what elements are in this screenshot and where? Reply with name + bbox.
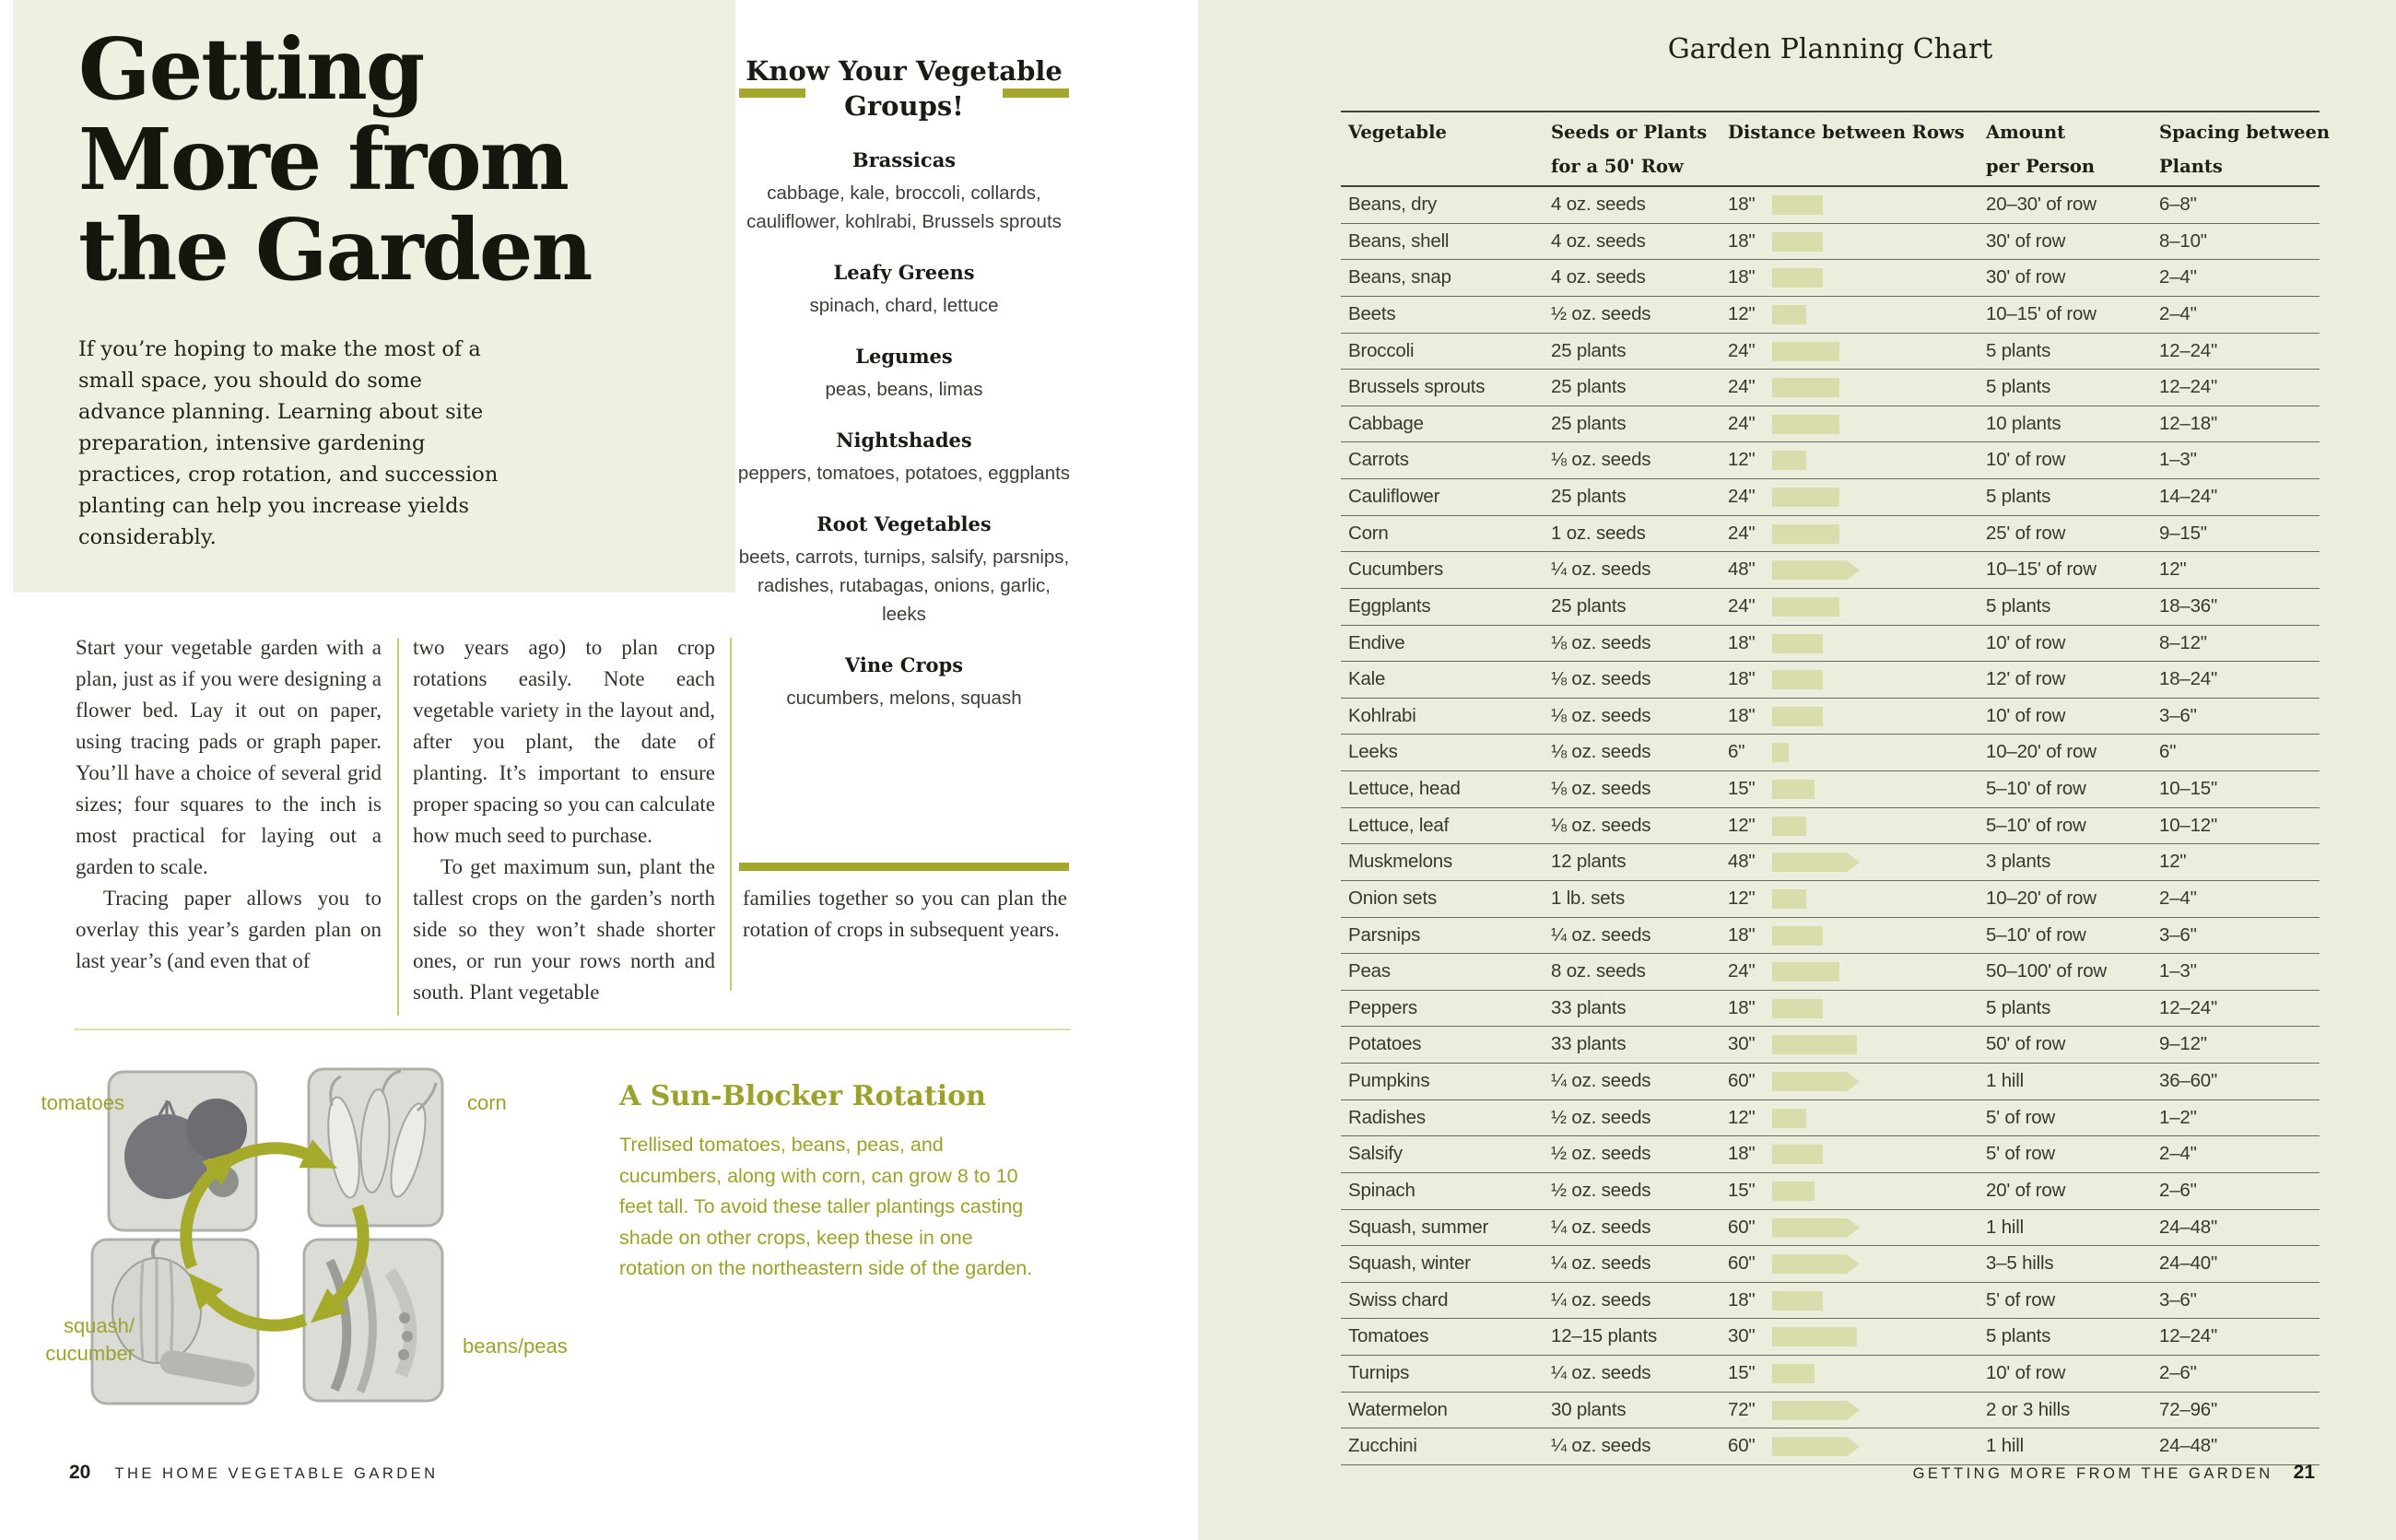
table-cell: 72–96" xyxy=(2159,1398,2218,1420)
sidebar-title: Know Your Vegetable Groups! xyxy=(746,55,1063,122)
distance-bar xyxy=(1772,707,1823,726)
table-cell: 18" xyxy=(1728,1143,1756,1165)
table-cell: 4 oz. seeds xyxy=(1551,266,1646,288)
table-cell: Muskmelons xyxy=(1348,851,1453,873)
table-cell: ¼ oz. seeds xyxy=(1551,1216,1651,1238)
table-row xyxy=(1341,1428,2320,1465)
distance-bar xyxy=(1772,597,1839,617)
sun-blocker-text: Trellised tomatoes, beans, peas, and cucumbers, along with corn, can grow 8 to 10 feet tall. To avoid these taller plantings casting shade on other crops, keep these in one rotation on the northeastern side of the garden. xyxy=(619,1134,1033,1279)
table-cell: 18" xyxy=(1728,704,1756,726)
table-cell: 1–3" xyxy=(2159,960,2197,982)
table-cell: 24" xyxy=(1728,522,1756,544)
tomatoes-illustration xyxy=(109,1072,256,1230)
distance-bar xyxy=(1772,889,1806,909)
table-cell: 14–24" xyxy=(2159,486,2218,507)
vegetable-groups-sidebar xyxy=(737,53,1071,712)
table-cell: Radishes xyxy=(1348,1106,1426,1128)
column-divider xyxy=(730,638,732,991)
table-cell: 50' of row xyxy=(1986,1033,2066,1055)
distance-bar xyxy=(1772,1401,1860,1420)
distance-bar xyxy=(1772,780,1815,799)
group-name: Brassicas xyxy=(852,148,957,171)
table-row xyxy=(1341,297,2320,334)
table-cell: Beans, snap xyxy=(1348,266,1451,288)
table-row xyxy=(1341,1027,2320,1064)
table-row xyxy=(1341,626,2320,663)
body-column-2 xyxy=(413,632,715,1008)
table-cell: 10–20' of row xyxy=(1986,741,2096,763)
table-cell: 5 plants xyxy=(1986,996,2051,1018)
table-cell: 60" xyxy=(1728,1070,1756,1091)
table-cell: 1 hill xyxy=(1986,1070,2024,1091)
table-cell: 3–6" xyxy=(2159,923,2197,946)
table-cell: 2–6" xyxy=(2159,1362,2197,1383)
table-cell: 18" xyxy=(1728,923,1756,946)
table-cell: 12" xyxy=(1728,887,1756,909)
body-paragraph: Tracing paper allows you to overlay this year’s garden plan on last year’s (and even that of xyxy=(76,887,382,972)
distance-bar xyxy=(1772,999,1823,1018)
distance-bar xyxy=(1772,634,1823,653)
table-cell: Endive xyxy=(1348,631,1405,653)
table-row xyxy=(1341,1100,2320,1137)
table-cell: 5–10' of row xyxy=(1986,778,2086,799)
table-cell: 8 oz. seeds xyxy=(1551,960,1646,982)
table-cell: 5' of row xyxy=(1986,1143,2056,1165)
chart-rows xyxy=(1341,187,2320,1465)
table-cell: 9–12" xyxy=(2159,1033,2207,1055)
table-cell: ¼ oz. seeds xyxy=(1551,1070,1651,1091)
table-cell: 60" xyxy=(1728,1216,1756,1238)
table-cell: ⅛ oz. seeds xyxy=(1551,814,1651,836)
distance-bar xyxy=(1772,1364,1815,1383)
table-cell: 15" xyxy=(1728,1179,1756,1201)
rotation-label-beans-peas: beans/peas xyxy=(463,1334,568,1358)
table-cell: Lettuce, head xyxy=(1348,778,1461,799)
table-cell: Parsnips xyxy=(1348,923,1421,946)
table-row xyxy=(1341,260,2320,297)
table-cell: 9–15" xyxy=(2159,522,2207,544)
table-cell: 1 hill xyxy=(1986,1435,2024,1457)
table-cell: 5–10' of row xyxy=(1986,923,2086,946)
table-row xyxy=(1341,1173,2320,1210)
table-cell: Broccoli xyxy=(1348,339,1415,361)
group-items: beets, carrots, turnips, salsify, parsnips, radishes, rutabagas, onions, garlic, leeks xyxy=(738,547,1070,625)
table-cell: Corn xyxy=(1348,522,1389,544)
table-cell: 10' of row xyxy=(1986,704,2066,726)
table-cell: 12–24" xyxy=(2159,339,2218,361)
body-column-3 xyxy=(743,883,1067,946)
table-cell: Pumpkins xyxy=(1348,1070,1430,1091)
table-cell: 12–24" xyxy=(2159,376,2218,398)
table-row xyxy=(1341,771,2320,808)
table-cell: 60" xyxy=(1728,1435,1756,1457)
distance-bar xyxy=(1772,1145,1823,1164)
distance-bar xyxy=(1772,1035,1857,1054)
distance-bar xyxy=(1772,1291,1823,1311)
distance-bar xyxy=(1772,1254,1860,1274)
table-cell: Brussels sprouts xyxy=(1348,376,1486,398)
table-cell: Swiss chard xyxy=(1348,1288,1449,1311)
table-cell: 15" xyxy=(1728,778,1756,799)
page-number: 21 xyxy=(2293,1462,2315,1483)
table-row xyxy=(1341,918,2320,955)
table-cell: 12" xyxy=(1728,1106,1756,1128)
table-cell: 20–30' of row xyxy=(1986,194,2096,215)
table-cell: 2–4" xyxy=(2159,1143,2197,1165)
table-cell: 24–48" xyxy=(2159,1435,2218,1457)
corn-illustration xyxy=(309,1069,442,1226)
page-number: 20 xyxy=(69,1462,91,1483)
table-cell: 50–100' of row xyxy=(1986,960,2108,982)
table-cell: Potatoes xyxy=(1348,1033,1422,1055)
table-cell: 10 plants xyxy=(1986,412,2061,434)
table-cell: ½ oz. seeds xyxy=(1551,1179,1651,1201)
distance-bar xyxy=(1772,852,1860,872)
distance-bar xyxy=(1772,743,1789,762)
distance-bar xyxy=(1772,1181,1815,1201)
table-cell: 24" xyxy=(1728,960,1756,982)
table-cell: ⅛ oz. seeds xyxy=(1551,778,1651,799)
table-row xyxy=(1341,442,2320,479)
table-cell: ⅛ oz. seeds xyxy=(1551,741,1651,763)
table-row xyxy=(1341,1064,2320,1100)
chart-header: Vegetable Seeds or Plants for a 50' Row Distance between Rows Amount per Person Spacing between Plants xyxy=(1341,111,2320,187)
group-name: Leafy Greens xyxy=(833,261,975,284)
table-row xyxy=(1341,1356,2320,1393)
table-cell: ⅛ oz. seeds xyxy=(1551,449,1651,471)
table-cell: 6" xyxy=(1728,741,1745,763)
table-row xyxy=(1341,224,2320,261)
section-divider-line xyxy=(74,1029,1071,1030)
table-row xyxy=(1341,991,2320,1028)
table-cell: 3–6" xyxy=(2159,704,2197,726)
table-cell: Leeks xyxy=(1348,741,1398,763)
table-cell: 12–18" xyxy=(2159,412,2218,434)
table-row xyxy=(1341,552,2320,589)
table-cell: 25' of row xyxy=(1986,522,2066,544)
table-cell: 12" xyxy=(1728,814,1756,836)
table-cell: 1–3" xyxy=(2159,449,2197,471)
rotation-label-corn: corn xyxy=(467,1091,507,1114)
table-cell: 10' of row xyxy=(1986,449,2066,471)
table-cell: 20' of row xyxy=(1986,1179,2066,1201)
intro-paragraph: If you’re hoping to make the most of a small space, you should do some advance planning. Learning about site preparation, intensive gardening practices, crop rotation, and succession planting can help you increase yields considerably. xyxy=(78,337,499,549)
group-name: Vine Crops xyxy=(844,653,964,676)
table-cell: Squash, summer xyxy=(1348,1216,1489,1238)
distance-bar xyxy=(1772,1437,1860,1456)
table-row xyxy=(1341,1319,2320,1356)
rotation-label-tomatoes: tomatoes xyxy=(41,1091,124,1114)
table-cell: 6" xyxy=(2159,741,2177,763)
table-cell: ¼ oz. seeds xyxy=(1551,1288,1651,1311)
table-cell: 18–36" xyxy=(2159,594,2218,617)
table-cell: 2–6" xyxy=(2159,1179,2197,1201)
footer-left xyxy=(69,1462,439,1484)
body-column-1 xyxy=(76,632,382,977)
table-cell: Beets xyxy=(1348,302,1396,324)
table-cell: Spinach xyxy=(1348,1179,1415,1201)
distance-bar xyxy=(1772,1072,1860,1091)
table-cell: ¼ oz. seeds xyxy=(1551,1252,1651,1275)
table-cell: 60" xyxy=(1728,1252,1756,1275)
table-cell: 2–4" xyxy=(2159,266,2197,288)
table-cell: 5 plants xyxy=(1986,594,2051,617)
table-cell: 33 plants xyxy=(1551,996,1627,1018)
body-paragraph: two years ago) to plan crop rotations easily. Note each vegetable variety in the layout and, after you plant, the date of planting. It’s important to ensure proper spacing so you can calculate how much seed to purchase. xyxy=(413,636,715,847)
table-cell: ¼ oz. seeds xyxy=(1551,1435,1651,1457)
beans-peas-illustration xyxy=(304,1240,442,1401)
table-cell: 48" xyxy=(1728,558,1756,581)
table-cell: Zucchini xyxy=(1348,1435,1417,1457)
table-cell: 25 plants xyxy=(1551,412,1627,434)
table-cell: 4 oz. seeds xyxy=(1551,229,1646,252)
distance-bar xyxy=(1772,451,1806,470)
distance-bar xyxy=(1772,342,1839,361)
distance-bar xyxy=(1772,1327,1857,1346)
table-row xyxy=(1341,808,2320,845)
table-row xyxy=(1341,662,2320,699)
table-cell: 24" xyxy=(1728,594,1756,617)
column-divider xyxy=(397,638,399,1016)
table-cell: 12–24" xyxy=(2159,996,2218,1018)
distance-bar xyxy=(1772,962,1839,982)
table-row xyxy=(1341,516,2320,553)
table-cell: 2–4" xyxy=(2159,302,2197,324)
distance-bar xyxy=(1772,232,1823,252)
table-cell: 48" xyxy=(1728,851,1756,873)
table-cell: 2 or 3 hills xyxy=(1986,1398,2071,1420)
table-cell: 5–10' of row xyxy=(1986,814,2086,836)
table-cell: Turnips xyxy=(1348,1362,1410,1383)
group-items: peppers, tomatoes, potatoes, eggplants xyxy=(737,463,1071,484)
table-cell: 18" xyxy=(1728,668,1756,690)
group-items: spinach, chard, lettuce xyxy=(809,295,999,316)
table-row xyxy=(1341,406,2320,443)
table-cell: Kale xyxy=(1348,668,1386,690)
sun-blocker-heading: A Sun-Blocker Rotation xyxy=(619,1080,986,1112)
running-footer-text: THE HOME VEGETABLE GARDEN xyxy=(114,1465,439,1482)
table-cell: ⅛ oz. seeds xyxy=(1551,704,1651,726)
table-cell: 10' of row xyxy=(1986,1362,2066,1383)
distance-bar xyxy=(1772,560,1860,580)
table-cell: ¼ oz. seeds xyxy=(1551,558,1651,581)
body-paragraph: Start your vegetable garden with a plan, just as if you were designing a flower bed. Lay it out on paper, using tracing pads or graph paper. You’ll have a choice of several grid sizes; four squares to the inch is most practical for laying out a garden to scale. xyxy=(76,636,382,878)
table-cell: Watermelon xyxy=(1348,1398,1448,1420)
table-cell: 12 plants xyxy=(1551,851,1627,873)
chart-title: Garden Planning Chart xyxy=(1667,33,1993,65)
table-cell: ⅛ oz. seeds xyxy=(1551,631,1651,653)
table-cell: 10–20' of row xyxy=(1986,887,2096,909)
distance-bar xyxy=(1772,524,1839,544)
table-cell: Peppers xyxy=(1348,996,1417,1018)
table-cell: 24" xyxy=(1728,339,1756,361)
table-cell: 30' of row xyxy=(1986,229,2066,252)
distance-bar xyxy=(1772,1109,1806,1128)
table-cell: 3–5 hills xyxy=(1986,1252,2054,1275)
table-cell: 5' of row xyxy=(1986,1106,2056,1128)
table-cell: Cauliflower xyxy=(1348,486,1440,507)
table-row xyxy=(1341,1246,2320,1283)
table-cell: 5' of row xyxy=(1986,1288,2056,1311)
table-cell: Lettuce, leaf xyxy=(1348,814,1450,836)
table-cell: Beans, shell xyxy=(1348,229,1450,252)
table-cell: 10–15" xyxy=(2159,778,2218,799)
table-cell: 18" xyxy=(1728,1288,1756,1311)
table-cell: 5 plants xyxy=(1986,486,2051,507)
table-cell: 25 plants xyxy=(1551,339,1627,361)
table-cell: Carrots xyxy=(1348,449,1409,471)
table-cell: 25 plants xyxy=(1551,594,1627,617)
table-row xyxy=(1341,1393,2320,1429)
table-cell: 18–24" xyxy=(2159,668,2218,690)
table-cell: Onion sets xyxy=(1348,887,1437,909)
table-row xyxy=(1341,1136,2320,1173)
distance-bar xyxy=(1772,670,1823,689)
table-cell: 10–15' of row xyxy=(1986,302,2096,324)
garden-planning-chart xyxy=(1341,111,2331,1465)
table-cell: 10' of row xyxy=(1986,631,2066,653)
table-row xyxy=(1341,1283,2320,1320)
table-cell: 24–48" xyxy=(2159,1216,2218,1238)
table-cell: 1 hill xyxy=(1986,1216,2024,1238)
table-cell: 18" xyxy=(1728,996,1756,1018)
table-cell: 24–40" xyxy=(2159,1252,2218,1275)
table-cell: 36–60" xyxy=(2159,1070,2218,1091)
table-cell: 18" xyxy=(1728,631,1756,653)
table-cell: 12–24" xyxy=(2159,1325,2218,1347)
distance-bar xyxy=(1772,926,1823,946)
table-cell: 15" xyxy=(1728,1362,1756,1383)
table-cell: 30" xyxy=(1728,1325,1756,1347)
table-cell: Cucumbers xyxy=(1348,558,1444,581)
table-cell: 24" xyxy=(1728,486,1756,507)
group-items: cabbage, kale, broccoli, collards, cauliflower, kohlrabi, Brussels sprouts xyxy=(746,182,1062,232)
table-cell: 8–10" xyxy=(2159,229,2207,252)
table-cell: Kohlrabi xyxy=(1348,704,1416,726)
group-name: Nightshades xyxy=(836,429,972,452)
group-name: Legumes xyxy=(855,345,953,368)
table-cell: ½ oz. seeds xyxy=(1551,1143,1651,1165)
table-row xyxy=(1341,735,2320,771)
table-cell: 30' of row xyxy=(1986,266,2066,288)
table-cell: 10–15' of row xyxy=(1986,558,2096,581)
table-cell: 12" xyxy=(2159,851,2187,873)
table-cell: 1 oz. seeds xyxy=(1551,522,1646,544)
table-cell: 2–4" xyxy=(2159,887,2197,909)
footer-right xyxy=(1913,1462,2315,1484)
table-cell: Cabbage xyxy=(1348,412,1424,434)
distance-bar xyxy=(1772,195,1823,215)
table-cell: 33 plants xyxy=(1551,1033,1627,1055)
table-cell: Salsify xyxy=(1348,1143,1403,1165)
table-cell: ½ oz. seeds xyxy=(1551,1106,1651,1128)
table-cell: 24" xyxy=(1728,376,1756,398)
table-cell: 8–12" xyxy=(2159,631,2207,653)
table-cell: Eggplants xyxy=(1348,594,1431,617)
distance-bar xyxy=(1772,378,1839,397)
group-items: cucumbers, melons, squash xyxy=(786,688,1022,709)
vegetable-groups xyxy=(737,148,1071,712)
table-row xyxy=(1341,479,2320,516)
distance-bar xyxy=(1772,488,1839,507)
table-row xyxy=(1341,334,2320,370)
table-cell: ¼ oz. seeds xyxy=(1551,1362,1651,1383)
table-cell: 3 plants xyxy=(1986,851,2051,873)
table-cell: 3–6" xyxy=(2159,1288,2197,1311)
table-cell: ¼ oz. seeds xyxy=(1551,923,1651,946)
table-cell: ½ oz. seeds xyxy=(1551,302,1651,324)
distance-bar xyxy=(1772,817,1806,836)
distance-bar xyxy=(1772,415,1839,434)
table-row xyxy=(1341,844,2320,881)
table-cell: 25 plants xyxy=(1551,486,1627,507)
table-cell: 30 plants xyxy=(1551,1398,1627,1420)
sidebar-bottom-rule xyxy=(739,863,1069,871)
distance-bar xyxy=(1772,268,1823,288)
table-cell: 18" xyxy=(1728,194,1756,215)
table-row xyxy=(1341,699,2320,735)
table-cell: Squash, winter xyxy=(1348,1252,1471,1275)
table-cell: 10–12" xyxy=(2159,814,2218,836)
table-cell: 18" xyxy=(1728,266,1756,288)
table-cell: 12' of row xyxy=(1986,668,2066,690)
page-title: Getting More from the Garden xyxy=(78,19,592,300)
table-cell: 72" xyxy=(1728,1398,1756,1420)
table-cell: 5 plants xyxy=(1986,1325,2051,1347)
table-row xyxy=(1341,370,2320,406)
table-cell: 1–2" xyxy=(2159,1106,2197,1128)
table-row xyxy=(1341,589,2320,626)
table-cell: 12" xyxy=(1728,302,1756,324)
table-cell: 5 plants xyxy=(1986,376,2051,398)
rotation-label-squash-cucumber: squash/ cucumber xyxy=(45,1314,135,1365)
table-cell: 4 oz. seeds xyxy=(1551,194,1646,215)
table-cell: 12–15 plants xyxy=(1551,1325,1658,1347)
table-cell: 18" xyxy=(1728,229,1756,252)
table-row xyxy=(1341,187,2320,224)
table-row xyxy=(1341,1210,2320,1247)
distance-bar xyxy=(1772,1218,1860,1238)
table-cell: 6–8" xyxy=(2159,194,2197,215)
running-footer-text: GETTING MORE FROM THE GARDEN xyxy=(1912,1465,2273,1482)
table-cell: ⅛ oz. seeds xyxy=(1551,668,1651,690)
table-cell: Tomatoes xyxy=(1348,1325,1429,1347)
table-cell: 25 plants xyxy=(1551,376,1627,398)
table-cell: 12" xyxy=(2159,558,2187,581)
table-cell: 5 plants xyxy=(1986,339,2051,361)
table-row xyxy=(1341,954,2320,991)
distance-bar xyxy=(1772,305,1806,324)
table-cell: Peas xyxy=(1348,960,1391,982)
table-cell: 12" xyxy=(1728,449,1756,471)
table-cell: 30" xyxy=(1728,1033,1756,1055)
group-name: Root Vegetables xyxy=(816,512,992,535)
table-cell: Beans, dry xyxy=(1348,194,1437,215)
table-cell: 1 lb. sets xyxy=(1551,887,1626,909)
table-row xyxy=(1341,881,2320,918)
body-paragraph: families together so you can plan the rotation of crops in subsequent years. xyxy=(743,887,1067,941)
body-paragraph: To get maximum sun, plant the tallest crops on the garden’s north side so they won’t shade shorter ones, or run your rows north and south. Plant vegetable xyxy=(413,855,715,1004)
group-items: peas, beans, limas xyxy=(825,379,983,400)
table-cell: 24" xyxy=(1728,412,1756,434)
